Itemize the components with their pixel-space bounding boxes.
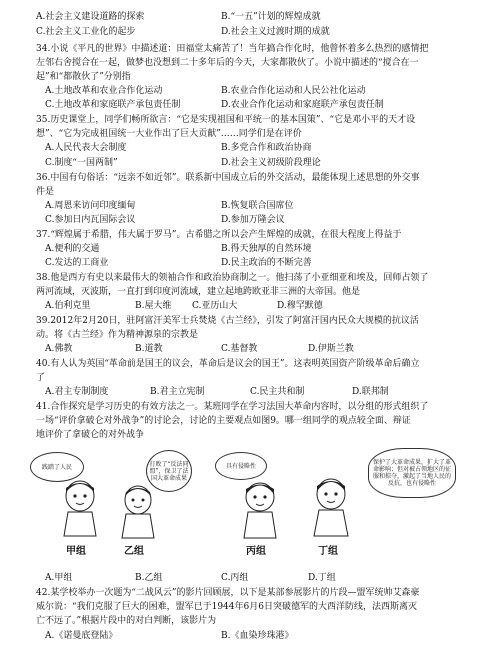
bubble-jia: 践踏了人民	[30, 452, 84, 482]
q41-option-b: B.乙组	[135, 573, 163, 583]
q34-option-d: D.农业合作化运动和家庭联产承包责任制	[221, 100, 384, 110]
q35-option-c: C.制度“一国两制”	[45, 158, 118, 168]
q36-stem-line2: 件是	[36, 187, 55, 197]
q38-option-a: A.伯利克里	[45, 301, 91, 311]
q41-option-d: D.丁组	[308, 573, 336, 583]
q41-stem-line3: 地评价了拿破仑的对外战争	[36, 430, 145, 440]
q40-option-a: A.君主专制制度	[45, 387, 109, 397]
q36-option-d: D.参加万隆会议	[221, 215, 285, 225]
q40-option-d: D.联邦制	[352, 387, 389, 397]
q37-option-c: C.发达的工商业	[45, 258, 109, 268]
kid-bing-figure	[236, 480, 284, 540]
q37-option-a: A.便利的交通	[45, 244, 100, 254]
q40-option-c: C.民主共和制	[250, 387, 305, 397]
kid-yi-figure	[114, 484, 162, 540]
q34-stem-line2: 左邻右舍搅合在一起，做梦也没想到二十多年后的今天，大家都散伙了。小说中描述的“搅合在一	[36, 58, 419, 68]
q35-stem-line1: 35.历史课堂上，同学们畅所欲言：“它是实现祖国和平统一的基本国策”、“它是邓小平的天才设	[36, 115, 416, 125]
kid-ding-figure	[306, 476, 356, 540]
q42-stem-line3: 亡不远了。”根据片段中的对白判断，该影片为	[36, 616, 217, 626]
q34-option-a: A.土地改革和农业合作化运动	[45, 86, 163, 96]
q39-option-d: D.伊斯兰教	[308, 344, 354, 354]
q42-option-a: A.《诺曼底登陆》	[45, 631, 118, 641]
q41-stem-line1: 41.合作探究是学习历史的有效方法之一。某班同学在学习法国大革命内容时，以分组的形式组织了	[36, 402, 429, 412]
q36-stem-line1: 36.中国有句俗话：“远亲不如近邻”。联系新中国成立后的外交活动，最能体现上述思想的外交事	[36, 173, 420, 183]
q38-option-c: C.亚历山大	[192, 301, 238, 311]
bubble-bing: 具有侵略性	[215, 452, 267, 480]
q39-stem-line2: 动。将《古兰经》作为精神源泉的宗教是	[36, 330, 199, 340]
q33-option-b: B.“一五”计划的辉煌成就	[221, 12, 321, 22]
q41-option-c: C.丙组	[221, 573, 249, 583]
q38-option-d: D.穆罕默德	[277, 301, 323, 311]
q40-stem-line1: 40.有人认为英国“革命前是国王的议会，革命后是议会的国王”。这表明英国资产阶级革命后确立	[36, 359, 420, 369]
q33-option-a: A.社会主义建设道路的探索	[36, 12, 145, 22]
q38-stem-line1: 38.他是西方有史以来最伟大的领袖合作和政治协商制之一。他扫荡了小亚细亚和埃及，回师占领了	[36, 273, 429, 283]
group-label-bing: 丙组	[246, 546, 266, 557]
q42-stem-line2: 威尔说：“我们克服了巨大的困难，盟军已于1944年6月6日突破德军的大西洋防线，法西斯离灭	[36, 602, 417, 612]
q40-stem-line2: 了	[36, 373, 46, 383]
q39-option-c: C.基督教	[221, 344, 258, 354]
q41-stem-line2: 一场“评价拿破仑对外战争”的讨论会，讨论的主要观点如图9。哪一组同学的观点较全面、辩证	[36, 416, 411, 426]
q37-option-d: D.民主政治的不断完善	[221, 258, 312, 268]
q34-stem-line3: 起”和“都散伙了”分别指	[36, 72, 131, 82]
q36-option-a: A.周恩来访问印度缅甸	[45, 201, 136, 211]
q33-option-d: D.社会主义过渡时期的成就	[221, 27, 330, 37]
q35-option-b: B.多党合作和政治协商	[221, 143, 312, 153]
q37-option-b: B.得天独厚的自然环境	[221, 244, 312, 254]
q34-stem-line1: 34.小说《平凡的世界》中描述道：田福堂太痛苦了！当年搞合作化时，他曾怀着多么热烈的感情把	[36, 44, 429, 54]
q34-option-b: B.农业合作化运动和人民公社化运动	[221, 86, 366, 96]
bubble-ding: 保护了大革命成果，扩大了革命影响；但对被占领地区的征服和掠夺，激起了当地人民的反抗，也有侵略性	[368, 448, 456, 498]
q33-option-c: C.社会主义工业化的起步	[36, 27, 136, 37]
q38-stem-line2: 两河流域，灭波斯，一直打到印度河流域，建立起地跨欧亚非三洲的大帝国。他是	[36, 287, 361, 297]
q39-option-b: B.道教	[135, 344, 163, 354]
q35-option-d: D.社会主义初级阶段理论	[221, 158, 321, 168]
q40-option-b: B.君主立宪制	[150, 387, 205, 397]
q39-stem-line1: 39.2012年2月20日，驻阿富汗美军士兵焚烧《古兰经》，引发了阿富汗国内民众大规模的抗议活	[36, 316, 419, 326]
group-label-ding: 丁组	[318, 546, 338, 557]
kid-jia-figure	[56, 478, 104, 540]
q35-stem-line2: 想”、“它为完成祖国统一大业作出了巨大贡献”……同学们是在评价	[36, 129, 302, 139]
q35-option-a: A.人民代表大会制度	[45, 143, 127, 153]
q39-option-a: A.佛教	[45, 344, 73, 354]
q34-option-c: C.土地改革和家庭联产承包责任制	[45, 100, 181, 110]
q37-stem-line1: 37.“辉煌属于希腊，伟大属于罗马”。古希腊之所以会产生辉煌的成就，在很大程度上得益于	[36, 230, 402, 240]
bubble-yi: 打败了“反法同盟”，保卫了法国大革命成果	[146, 450, 192, 492]
q41-option-a: A.甲组	[45, 573, 73, 583]
q36-option-c: C.参加日内瓦国际会议	[45, 215, 136, 225]
q38-option-b: B.屋大维	[135, 301, 172, 311]
q36-option-b: B.恢复联合国席位	[221, 201, 294, 211]
group-label-yi: 乙组	[124, 546, 144, 557]
q42-option-b: B.《血染珍珠港》	[221, 631, 294, 641]
group-label-jia: 甲组	[66, 546, 86, 557]
q42-stem-line1: 42.某学校举办一次题为“二战风云”的影片回顾展，以下是某部参展影片的片段—盟军统帅艾森豪	[36, 588, 420, 598]
